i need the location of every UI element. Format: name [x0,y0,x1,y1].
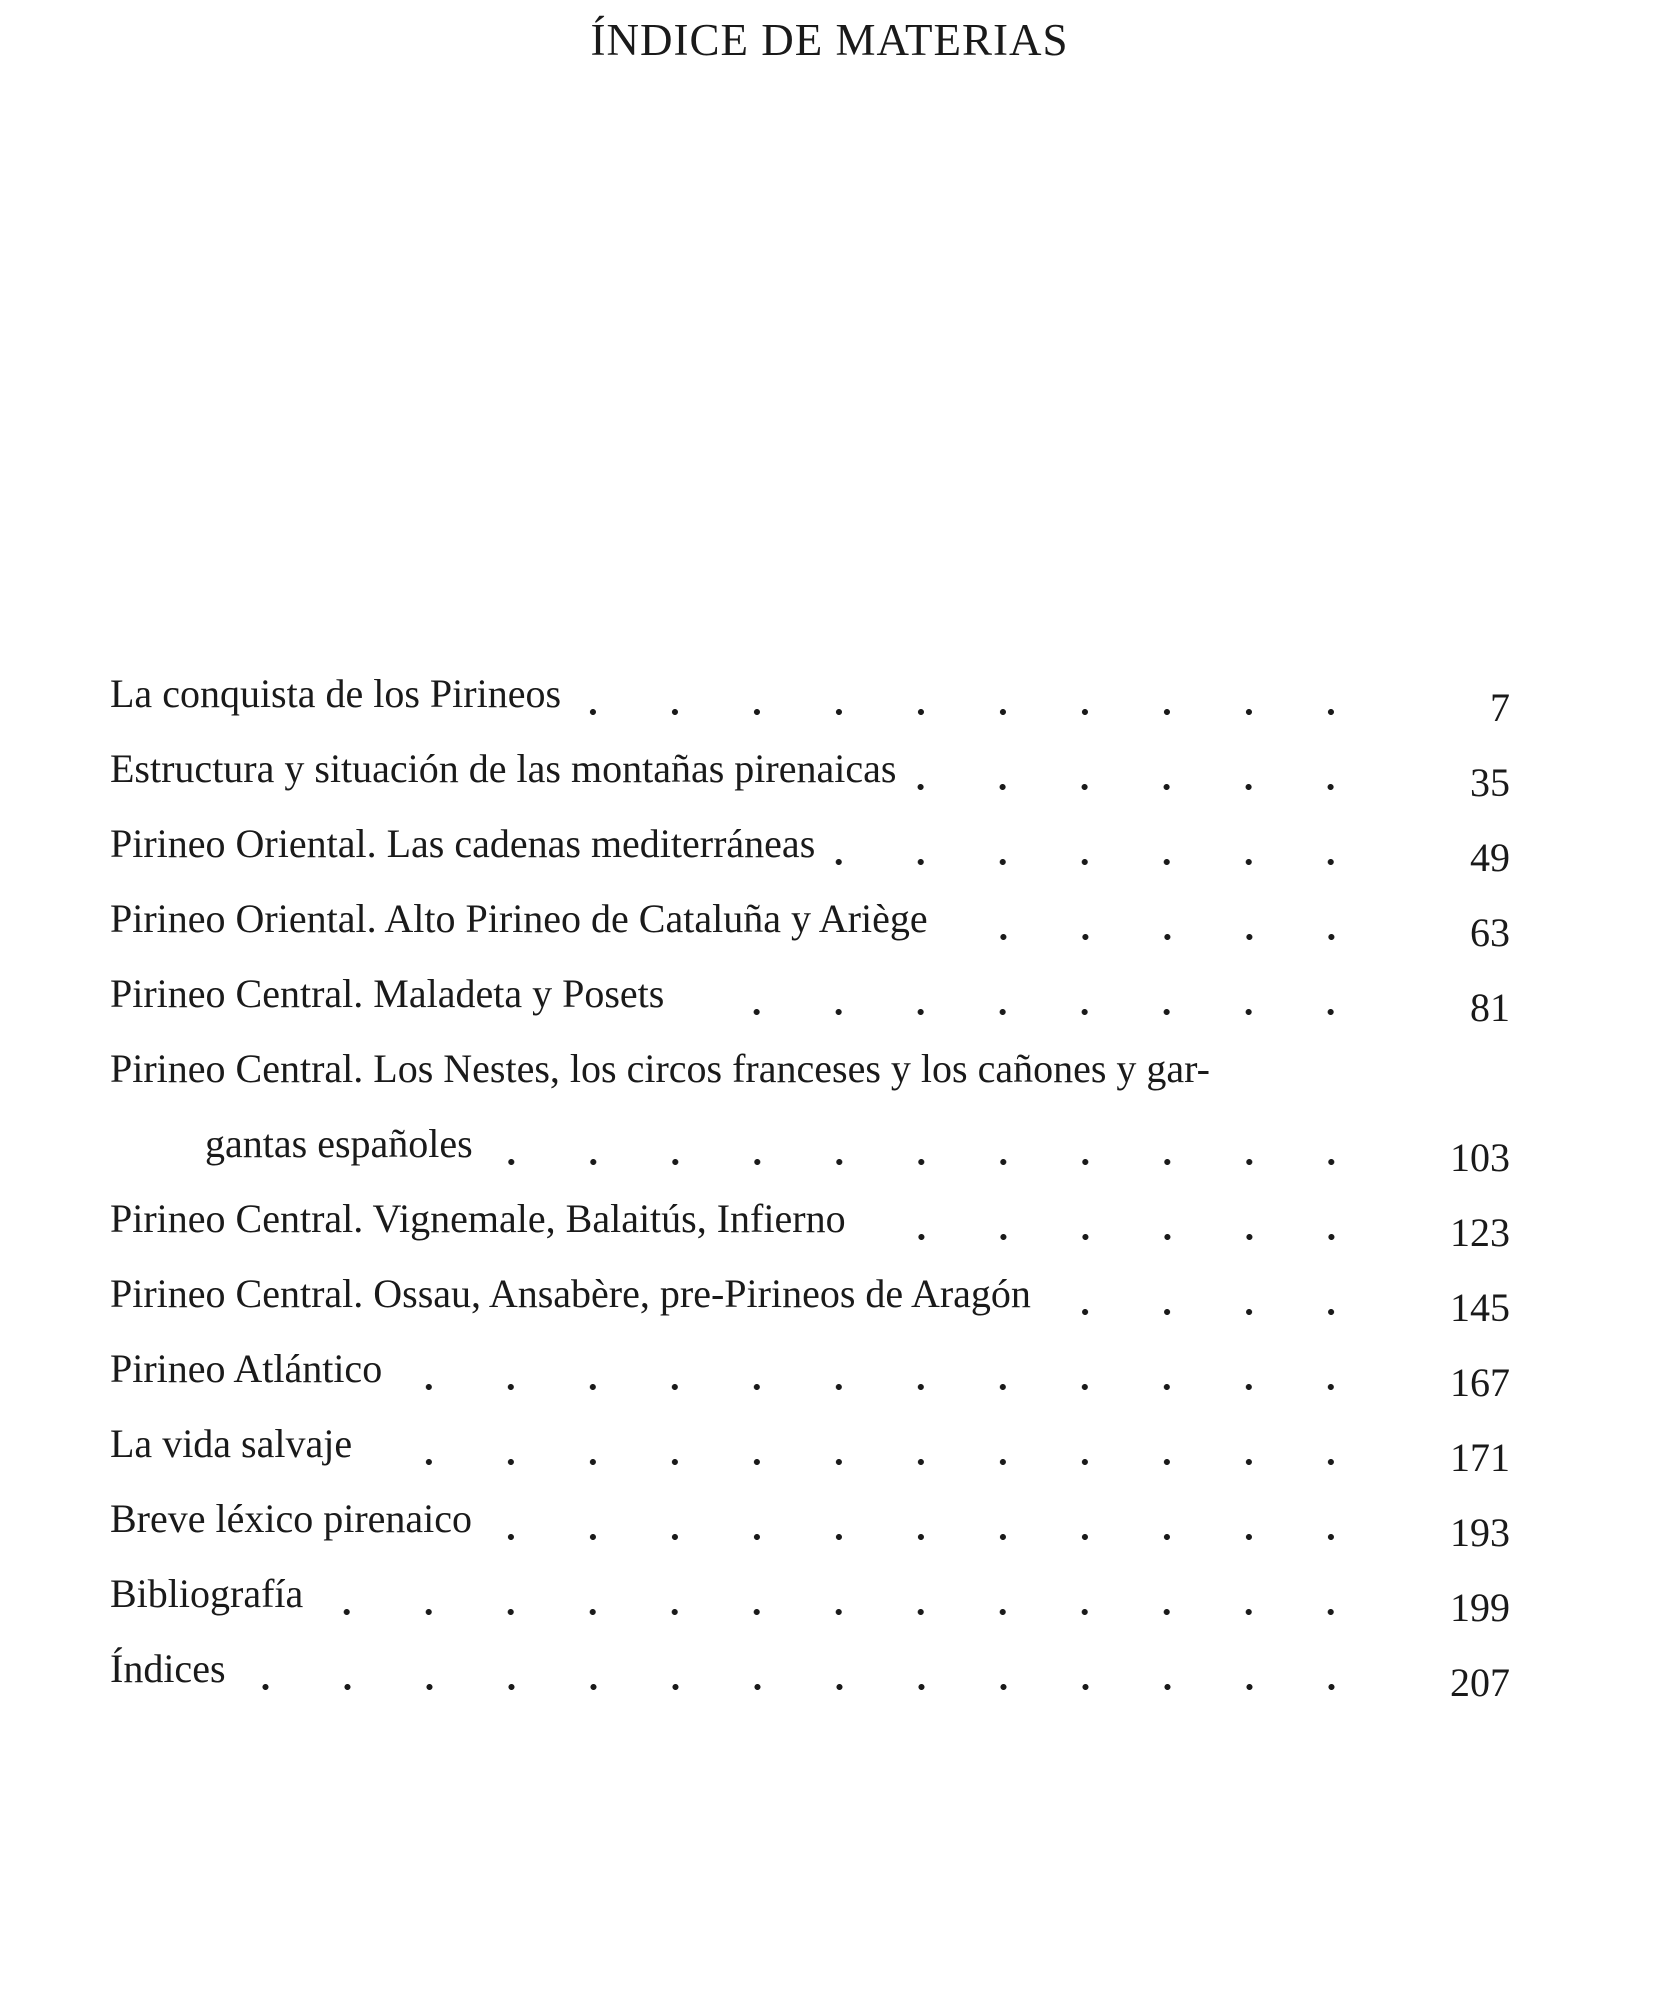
toc-entry-title: Estructura y situación de las montañas pirenaicas [110,746,897,791]
dot-leader [1049,1280,1372,1320]
toc-entry [110,955,1550,1030]
toc-entry-page: 63 [1470,910,1510,955]
toc-entry-page: 123 [1450,1210,1510,1255]
toc-entry-page: 199 [1450,1585,1510,1630]
toc-entry-title-continued: gantas españoles [205,1121,473,1166]
toc-entry-title: Bibliografía [110,1571,304,1616]
toc-entry-page: 171 [1450,1435,1510,1480]
toc-entry [110,1180,1550,1255]
toc-entry-title: Pirineo Oriental. Alto Pirineo de Cataluña y Ariège [110,896,928,941]
toc-entry-page: 49 [1470,835,1510,880]
table-of-contents [110,655,1550,1705]
toc-entry-title: La conquista de los Pirineos [110,671,562,716]
toc-entry [110,1555,1550,1630]
dot-leader [370,1430,1372,1470]
toc-entry [110,655,1550,730]
dot-leader [914,755,1372,795]
dot-leader [833,830,1372,870]
toc-entry [110,1630,1550,1705]
toc-entry [110,1330,1550,1405]
toc-entry-title: Índices [110,1646,226,1691]
toc-entry-title: La vida salvaje [110,1421,353,1466]
toc-entry-page: 193 [1450,1510,1510,1555]
dot-leader [490,1505,1372,1545]
toc-entry-title: Pirineo Central. Maladeta y Posets [110,971,665,1016]
toc-entry-page: 7 [1490,685,1510,730]
toc-entry-page: 145 [1450,1285,1510,1330]
dot-leader [864,1205,1372,1245]
page-title: ÍNDICE DE MATERIAS [590,15,1069,65]
dot-leader [400,1355,1372,1395]
toc-entry-title: Pirineo Oriental. Las cadenas mediterráneas [110,821,816,866]
toc-entry-page: 35 [1470,760,1510,805]
dot-leader [321,1580,1372,1620]
dot-leader [491,1130,1372,1170]
toc-entry-title: Pirineo Central. Los Nestes, los circos franceses y los cañones y gar- [110,1046,1210,1091]
toc-entry [110,880,1550,955]
toc-entry-second-line [110,1105,1550,1180]
toc-entry [110,1255,1550,1330]
toc-entry-title: Pirineo Central. Vignemale, Balaitús, Infierno [110,1196,846,1241]
toc-entry [110,1405,1550,1480]
toc-entry [110,730,1550,805]
toc-entry-page: 81 [1470,985,1510,1030]
dot-leader [946,905,1372,945]
toc-entry-title: Pirineo Central. Ossau, Ansabère, pre-Pirineos de Aragón [110,1271,1031,1316]
dot-leader [682,980,1372,1020]
toc-entry [110,1030,1550,1180]
toc-entry-title: Breve léxico pirenaico [110,1496,473,1541]
toc-entry-page: 167 [1450,1360,1510,1405]
toc-entry [110,1480,1550,1555]
toc-entry [110,805,1550,880]
toc-entry-title: Pirineo Atlántico [110,1346,383,1391]
toc-entry-first-line [110,1030,1550,1105]
toc-entry-page: 103 [1450,1135,1510,1180]
dot-leader [579,680,1372,720]
dot-leader [244,1655,1372,1695]
toc-entry-page: 207 [1450,1660,1510,1705]
